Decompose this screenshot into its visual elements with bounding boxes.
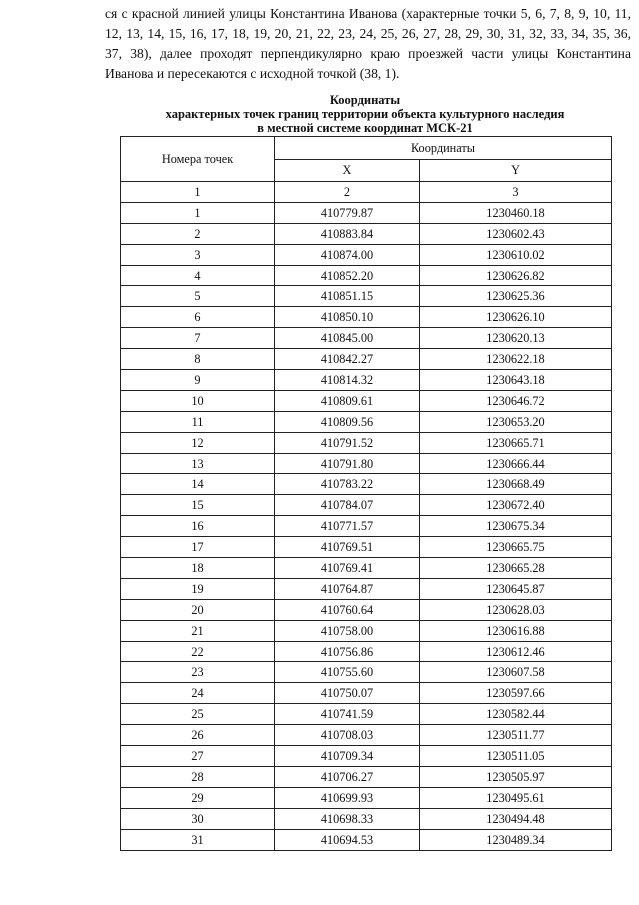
cell-x: 410709.34: [275, 746, 420, 767]
cell-point-number: 4: [121, 265, 275, 286]
header-x: X: [275, 159, 420, 182]
cell-point-number: 10: [121, 390, 275, 411]
cell-x: 410694.53: [275, 829, 420, 850]
cell-point-number: 31: [121, 829, 275, 850]
cell-x: 410756.86: [275, 641, 420, 662]
table-row: [121, 390, 612, 411]
table-row: [121, 787, 612, 808]
cell-point-number: 12: [121, 432, 275, 453]
cell-point-number: 23: [121, 662, 275, 683]
cell-x: 410750.07: [275, 683, 420, 704]
cell-point-number: 7: [121, 328, 275, 349]
column-number-1: 1: [121, 182, 275, 203]
cell-point-number: 1: [121, 202, 275, 223]
table-row: [121, 599, 612, 620]
heading-title: Координаты: [329, 93, 401, 107]
cell-y: 1230665.71: [420, 432, 612, 453]
cell-x: 410758.00: [275, 620, 420, 641]
cell-y: 1230505.97: [420, 766, 612, 787]
table-row: [121, 537, 612, 558]
cell-x: 410791.80: [275, 453, 420, 474]
cell-y: 1230489.34: [420, 829, 612, 850]
cell-point-number: 20: [121, 599, 275, 620]
cell-y: 1230668.49: [420, 474, 612, 495]
table-row: [121, 662, 612, 683]
cell-point-number: 19: [121, 578, 275, 599]
table-row: [121, 725, 612, 746]
cell-y: 1230494.48: [420, 808, 612, 829]
cell-point-number: 24: [121, 683, 275, 704]
cell-y: 1230653.20: [420, 411, 612, 432]
cell-point-number: 14: [121, 474, 275, 495]
table-row: [121, 495, 612, 516]
cell-y: 1230612.46: [420, 641, 612, 662]
cell-x: 410814.32: [275, 370, 420, 391]
cell-x: 410850.10: [275, 307, 420, 328]
cell-y: 1230643.18: [420, 370, 612, 391]
cell-point-number: 13: [121, 453, 275, 474]
cell-y: 1230665.28: [420, 558, 612, 579]
table-row: [121, 411, 612, 432]
cell-x: 410845.00: [275, 328, 420, 349]
cell-y: 1230610.02: [420, 244, 612, 265]
table-row: [121, 558, 612, 579]
cell-point-number: 16: [121, 516, 275, 537]
table-row: [121, 307, 612, 328]
cell-y: 1230607.58: [420, 662, 612, 683]
cell-x: 410741.59: [275, 704, 420, 725]
table-row: [121, 641, 612, 662]
cell-point-number: 5: [121, 286, 275, 307]
cell-point-number: 17: [121, 537, 275, 558]
cell-x: 410699.93: [275, 787, 420, 808]
cell-y: 1230495.61: [420, 787, 612, 808]
cell-x: 410764.87: [275, 578, 420, 599]
cell-point-number: 6: [121, 307, 275, 328]
cell-x: 410851.15: [275, 286, 420, 307]
cell-x: 410769.51: [275, 537, 420, 558]
cell-y: 1230622.18: [420, 349, 612, 370]
cell-point-number: 3: [121, 244, 275, 265]
cell-x: 410771.57: [275, 516, 420, 537]
heading-subtitle: характерных точек границ территории объекта культурного наследия: [165, 107, 565, 121]
cell-y: 1230582.44: [420, 704, 612, 725]
cell-point-number: 30: [121, 808, 275, 829]
table-row: [121, 474, 612, 495]
table-row: [121, 704, 612, 725]
cell-y: 1230597.66: [420, 683, 612, 704]
cell-point-number: 21: [121, 620, 275, 641]
cell-x: 410842.27: [275, 349, 420, 370]
table-row: [121, 432, 612, 453]
cell-point-number: 8: [121, 349, 275, 370]
table-row: [121, 829, 612, 850]
table-row: [121, 453, 612, 474]
table-row: [121, 202, 612, 223]
cell-y: 1230626.10: [420, 307, 612, 328]
cell-x: 410706.27: [275, 766, 420, 787]
cell-y: 1230665.75: [420, 537, 612, 558]
cell-y: 1230645.87: [420, 578, 612, 599]
cell-point-number: 2: [121, 223, 275, 244]
table-row: [121, 223, 612, 244]
cell-x: 410883.84: [275, 223, 420, 244]
table-row: [121, 349, 612, 370]
cell-x: 410874.00: [275, 244, 420, 265]
cell-y: 1230672.40: [420, 495, 612, 516]
column-number-3: 3: [420, 182, 612, 203]
cell-x: 410783.22: [275, 474, 420, 495]
table-row: [121, 370, 612, 391]
cell-x: 410755.60: [275, 662, 420, 683]
cell-point-number: 22: [121, 641, 275, 662]
cell-y: 1230626.82: [420, 265, 612, 286]
cell-point-number: 29: [121, 787, 275, 808]
cell-y: 1230460.18: [420, 202, 612, 223]
heading-system: в местной системе координат МСК-21: [257, 121, 473, 135]
table-row: [121, 578, 612, 599]
header-coordinates: Координаты: [275, 137, 612, 160]
table-row: [121, 286, 612, 307]
column-number-2: 2: [275, 182, 420, 203]
cell-x: 410784.07: [275, 495, 420, 516]
table-row: [121, 516, 612, 537]
cell-x: 410769.41: [275, 558, 420, 579]
cell-x: 410852.20: [275, 265, 420, 286]
cell-y: 1230628.03: [420, 599, 612, 620]
header-point-numbers: Номера точек: [121, 137, 275, 182]
cell-y: 1230620.13: [420, 328, 612, 349]
cell-x: 410809.56: [275, 411, 420, 432]
cell-point-number: 9: [121, 370, 275, 391]
table-row: [121, 265, 612, 286]
cell-y: 1230511.77: [420, 725, 612, 746]
cell-point-number: 11: [121, 411, 275, 432]
cell-y: 1230602.43: [420, 223, 612, 244]
cell-point-number: 26: [121, 725, 275, 746]
cell-point-number: 25: [121, 704, 275, 725]
cell-x: 410809.61: [275, 390, 420, 411]
cell-y: 1230616.88: [420, 620, 612, 641]
table-row: [121, 328, 612, 349]
table-row: [121, 683, 612, 704]
cell-x: 410708.03: [275, 725, 420, 746]
cell-y: 1230675.34: [420, 516, 612, 537]
cell-y: 1230511.05: [420, 746, 612, 767]
coordinates-table: [120, 136, 612, 851]
cell-y: 1230625.36: [420, 286, 612, 307]
intro-paragraph: ся с красной линией улицы Константина Иванова (характерные точки 5, 6, 7, 8, 9, 10, 11, 12, 13, 14, 15, 16, 17, 18, 19, 20, 21, 22, 23, 24, 25, 26, 27, 28, 29, 30, 31, 32, 33, 34, 35, 36, 37, 38), далее проходят перпендикулярно краю проезжей части улицы Константина Иванова и пересекаются с исходной точкой (38, 1).: [105, 6, 631, 81]
cell-point-number: 18: [121, 558, 275, 579]
table-row: [121, 766, 612, 787]
table-row: [121, 620, 612, 641]
cell-point-number: 27: [121, 746, 275, 767]
cell-point-number: 28: [121, 766, 275, 787]
table-body: [121, 202, 612, 850]
header-y: Y: [420, 159, 612, 182]
cell-x: 410791.52: [275, 432, 420, 453]
cell-point-number: 15: [121, 495, 275, 516]
cell-x: 410698.33: [275, 808, 420, 829]
cell-y: 1230646.72: [420, 390, 612, 411]
cell-x: 410779.87: [275, 202, 420, 223]
table-row: [121, 746, 612, 767]
table-row: [121, 244, 612, 265]
cell-y: 1230666.44: [420, 453, 612, 474]
cell-x: 410760.64: [275, 599, 420, 620]
table-row: [121, 808, 612, 829]
